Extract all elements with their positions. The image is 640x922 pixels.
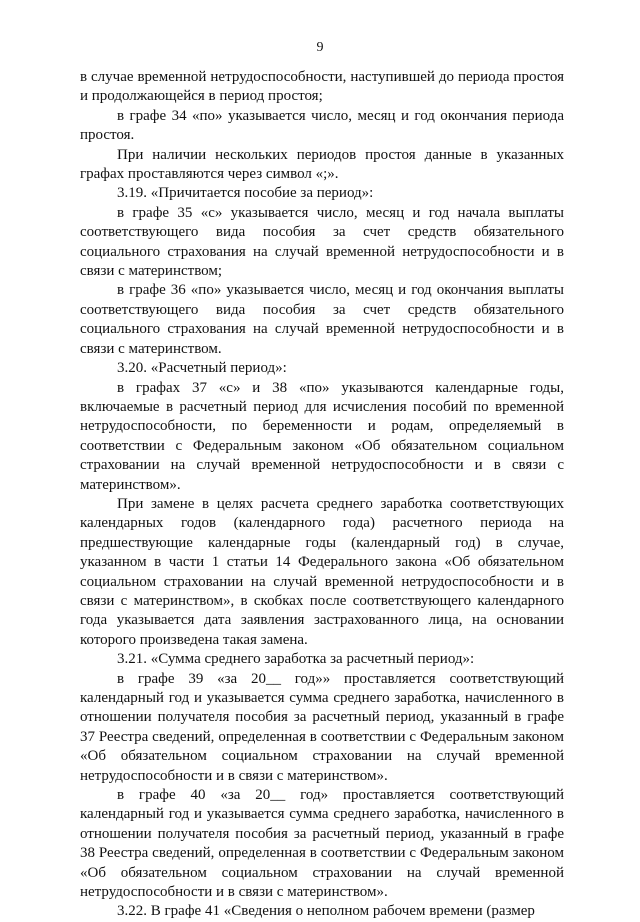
section-heading-3-22: 3.22. В графе 41 «Сведения о неполном рабочем времени (размер: [117, 903, 535, 920]
paragraph: При замене в целях расчета среднего заработка соответствующих календарных годов (календарного года) расчетного периода на предшествующие календарные годы (календарный год) в случае, указанном в части 1 статьи 14 Федерального закона «Об обязательном социальном страховании на случай временной нетрудоспособности и в связи с материнством», в скобках после соответствующего календарного года указывается дата заявления застрахованного лица, на основании которого произведена такая замена.: [80, 495, 564, 648]
paragraph: При наличии нескольких периодов простоя данные в указанных графах проставляются через символ «;».: [80, 146, 564, 183]
paragraph: в графе 34 «по» указывается число, месяц и год окончания периода простоя.: [80, 107, 564, 144]
document-body: [80, 68, 564, 922]
section-heading-3-20: 3.20. «Расчетный период»:: [117, 360, 287, 377]
paragraph: в графах 37 «с» и 38 «по» указываются календарные годы, включаемые в расчетный период для исчисления пособий по временной нетрудоспособности, по беременности и родам, определяемый в соответствии с Федеральным законом «Об обязательном социальном страховании на случай временной нетрудоспособности и в связи с материнством».: [80, 379, 564, 493]
paragraph: в графе 35 «с» указывается число, месяц и год начала выплаты соответствующего вида пособия за счет средств обязательного социального страхования на случай временной нетрудоспособности и в связи с материнством;: [80, 204, 564, 280]
section-heading-3-19: 3.19. «Причитается пособие за период»:: [117, 185, 374, 202]
paragraph: в графе 36 «по» указывается число, месяц и год окончания выплаты соответствующего вида пособия за счет средств обязательного социального страхования на случай временной нетрудоспособности и в связи с материнством.: [80, 282, 564, 357]
page-number: 9: [316, 40, 324, 55]
paragraph: в графе 40 «за 20__ год» проставляется соответствующий календарный год и указывается сумма среднего заработка, начисленного в отношении получателя пособия за расчетный период, указанный в графе 38 Реестра сведений, определенная в соответствии с Федеральным законом «Об обязательном социальном страховании на случай временной нетрудоспособности и в связи с материнством».: [80, 787, 564, 901]
section-heading-3-21: 3.21. «Сумма среднего заработка за расчетный период»:: [117, 651, 475, 668]
paragraph: в случае временной нетрудоспособности, наступившей до периода простоя и продолжающейся в период простоя;: [80, 69, 564, 105]
paragraph: в графе 39 «за 20__ год»» проставляется соответствующий календарный год и указывается сумма среднего заработка, начисленного в отношении получателя пособия за расчетный период, указанный в графе 37 Реестра сведений, определенная в соответствии с Федеральным законом «Об обязательном социальном страховании на случай временной нетрудоспособности и в связи с материнством».: [80, 670, 564, 784]
